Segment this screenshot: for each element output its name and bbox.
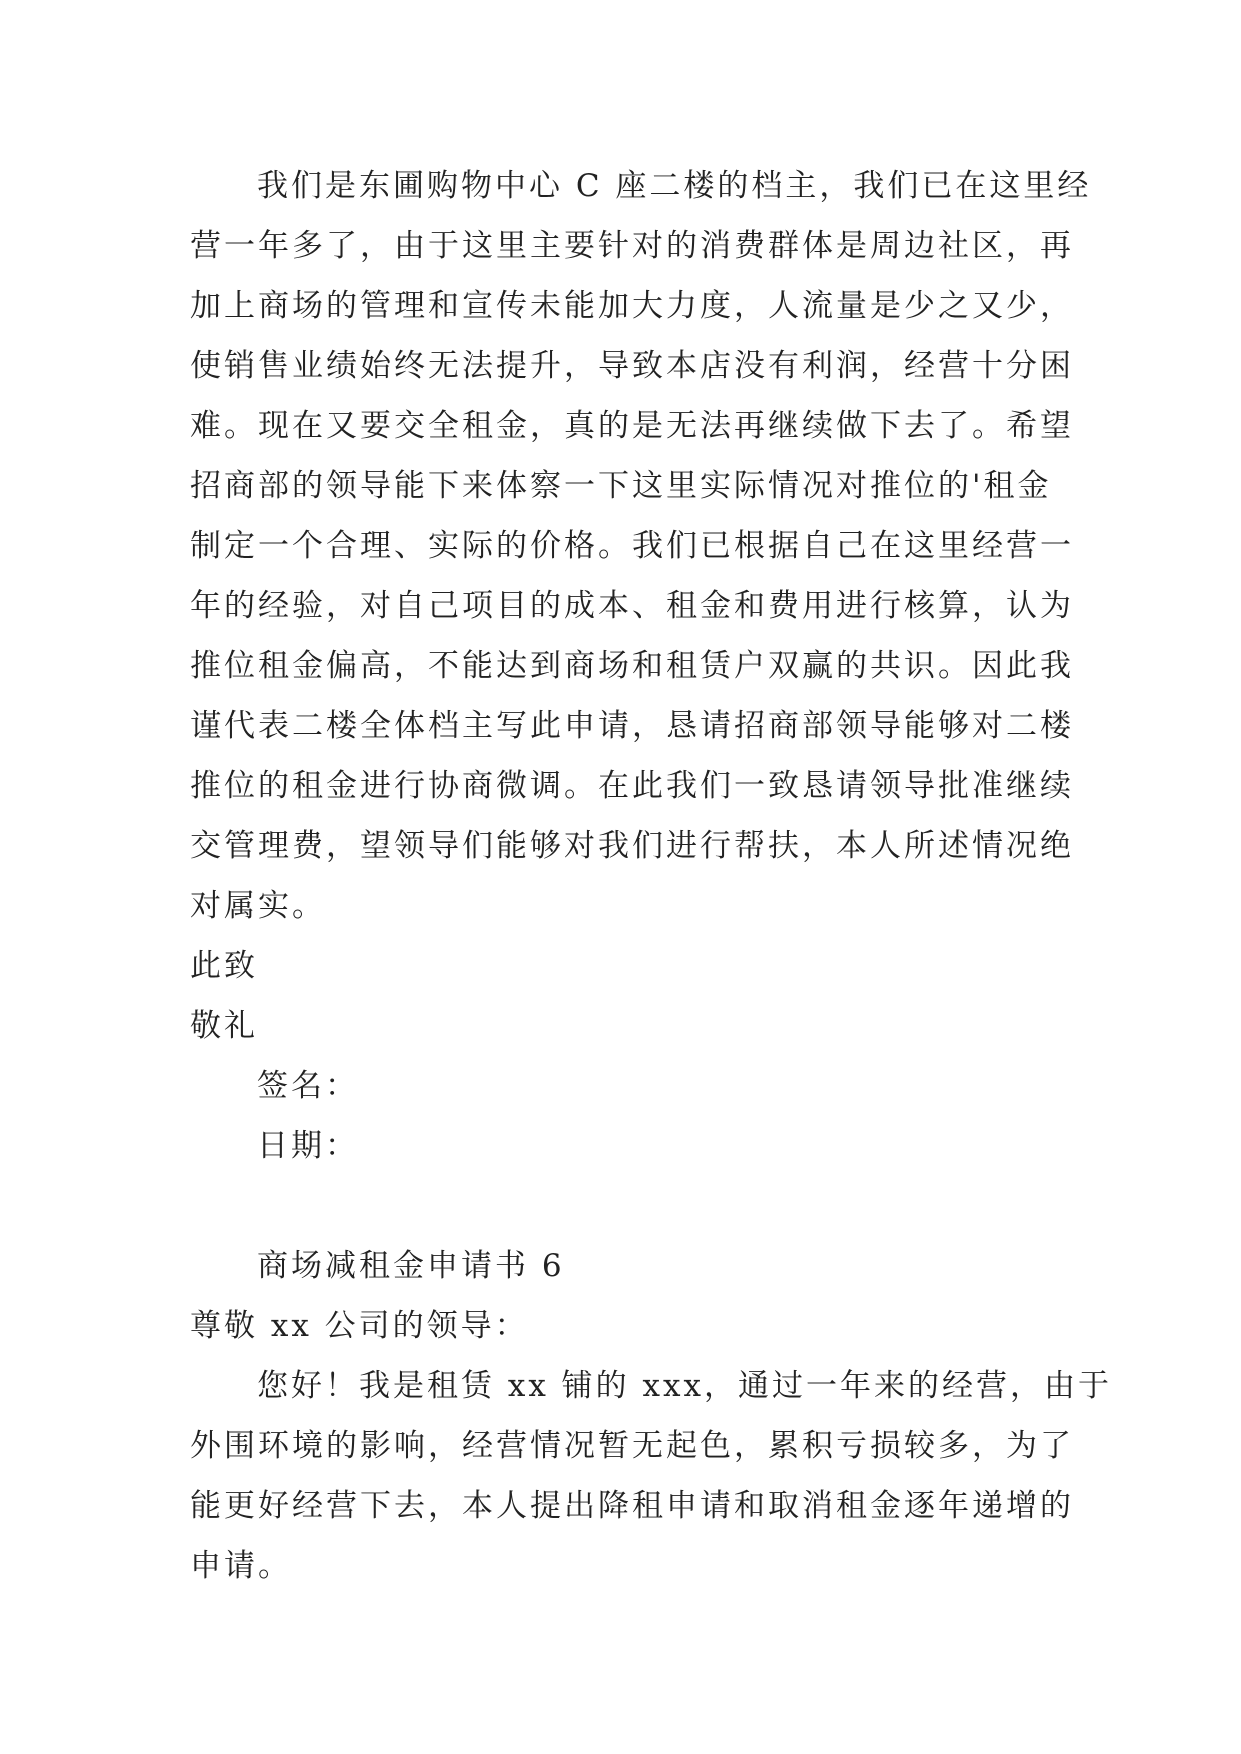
paragraph-line: 申请。 — [190, 1548, 292, 1584]
paragraph-line: 我们是东圃购物中心 C 座二楼的档主，我们已在这里经 — [257, 168, 1092, 204]
paragraph-line: 谨代表二楼全体档主写此申请，恳请招商部领导能够对二楼 — [190, 708, 1074, 744]
paragraph-line: 您好！我是租赁 xx 铺的 xxx，通过一年来的经营，由于 — [257, 1368, 1112, 1404]
salutation: 尊敬 xx 公司的领导： — [190, 1308, 529, 1344]
paragraph-line: 制定一个合理、实际的价格。我们已根据自己在这里经营一 — [190, 528, 1074, 564]
paragraph-line: 推位的租金进行协商微调。在此我们一致恳请领导批准继续 — [190, 768, 1074, 804]
paragraph-line: 年的经验，对自己项目的成本、租金和费用进行核算，认为 — [190, 588, 1074, 624]
paragraph-line: 推位租金偏高，不能达到商场和租赁户双赢的共识。因此我 — [190, 648, 1074, 684]
signature-label: 签名： — [257, 1068, 359, 1104]
paragraph-line: 加上商场的管理和宣传未能加大力度，人流量是少之又少， — [190, 288, 1074, 324]
paragraph-line: 外围环境的影响，经营情况暂无起色，累积亏损较多，为了 — [190, 1428, 1074, 1464]
paragraph-line: 营一年多了，由于这里主要针对的消费群体是周边社区，再 — [190, 228, 1074, 264]
paragraph-line: 交管理费，望领导们能够对我们进行帮扶，本人所述情况绝 — [190, 828, 1074, 864]
paragraph-line: 难。现在又要交全租金，真的是无法再继续做下去了。希望 — [190, 408, 1074, 444]
paragraph-line: 能更好经营下去，本人提出降租申请和取消租金逐年递增的 — [190, 1488, 1074, 1524]
paragraph-line: 使销售业绩始终无法提升，导致本店没有利润，经营十分困 — [190, 348, 1074, 384]
paragraph-line: 对属实。 — [190, 888, 326, 924]
closing-line-1: 此致 — [190, 948, 258, 984]
paragraph-line: 招商部的领导能下来体察一下这里实际情况对推位的'租金 — [190, 468, 1052, 504]
closing-line-2: 敬礼 — [190, 1008, 258, 1044]
section-title: 商场减租金申请书 6 — [257, 1248, 565, 1284]
date-label: 日期： — [257, 1128, 359, 1164]
